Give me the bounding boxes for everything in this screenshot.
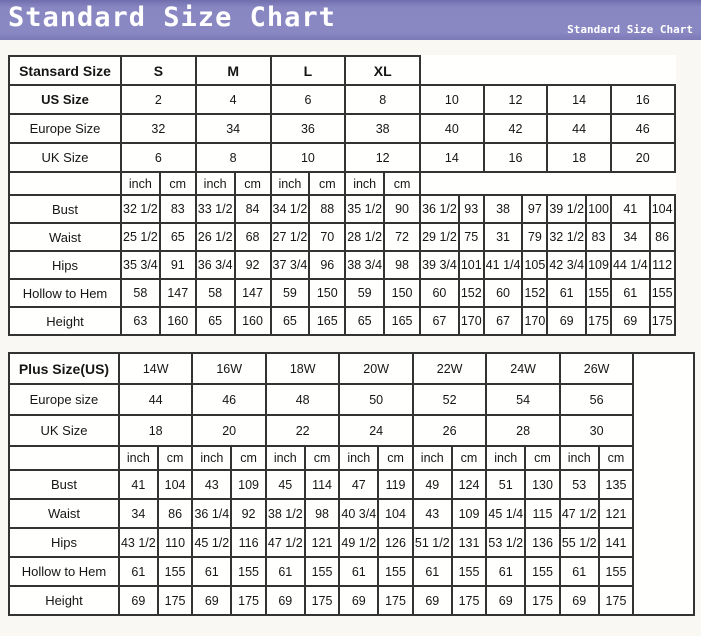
measurement-value-cell: 45 1/4 <box>486 499 525 528</box>
measurement-value-cell: 38 1/2 <box>266 499 305 528</box>
row-label: Europe size <box>9 384 119 415</box>
unit-cm-cell: cm <box>305 446 340 470</box>
size-value-cell: 12 <box>484 85 548 114</box>
measurement-value-cell: 45 <box>266 470 305 499</box>
size-value-cell: 18 <box>547 143 611 172</box>
measurement-value-cell: 90 <box>384 195 420 223</box>
row-label: Hips <box>9 528 119 557</box>
measurement-value-cell: 130 <box>525 470 560 499</box>
measurement-value-cell: 53 1/2 <box>486 528 525 557</box>
measurement-value-cell: 36 3/4 <box>196 251 235 279</box>
size-value-cell: 2 <box>121 85 196 114</box>
measurement-value-cell: 44 1/4 <box>611 251 650 279</box>
measurement-value-cell: 150 <box>384 279 420 307</box>
size-value-cell: 8 <box>196 143 271 172</box>
measurement-value-cell: 61 <box>560 557 599 586</box>
measurement-value-cell: 92 <box>231 499 266 528</box>
measurement-value-cell: 58 <box>121 279 160 307</box>
size-value-cell: 54 <box>486 384 559 415</box>
corner-label-cell: Stansard Size <box>9 56 121 85</box>
measurement-value-cell: 147 <box>160 279 196 307</box>
measurement-value-cell: 47 1/2 <box>560 499 599 528</box>
size-value-cell: 12 <box>345 143 420 172</box>
measurement-value-cell: 59 <box>345 279 384 307</box>
measurement-value-cell: 86 <box>158 499 193 528</box>
measurement-value-cell: 32 1/2 <box>547 223 586 251</box>
measurement-value-cell: 126 <box>378 528 413 557</box>
size-group-cell: 16W <box>192 353 265 384</box>
size-group-cell: S <box>121 56 196 85</box>
measurement-value-cell: 67 <box>484 307 523 335</box>
measurement-value-cell: 34 1/2 <box>271 195 310 223</box>
measurement-value-cell: 49 <box>413 470 452 499</box>
measurement-value-cell: 175 <box>378 586 413 615</box>
measurement-value-cell: 155 <box>158 557 193 586</box>
unit-cm-cell: cm <box>599 446 634 470</box>
unit-cm-cell: cm <box>309 172 345 195</box>
page-title: Standard Size Chart <box>8 2 336 33</box>
measurement-value-cell: 38 3/4 <box>345 251 384 279</box>
measurement-value-cell: 170 <box>459 307 484 335</box>
measurement-value-cell: 79 <box>522 223 547 251</box>
row-label: Waist <box>9 223 121 251</box>
unit-row-blank-cell <box>9 172 121 195</box>
measurement-value-cell: 43 <box>413 499 452 528</box>
measurement-value-cell: 61 <box>611 279 650 307</box>
measurement-value-cell: 28 1/2 <box>345 223 384 251</box>
unit-inch-cell: inch <box>266 446 305 470</box>
row-label: US Size <box>9 85 121 114</box>
measurement-value-cell: 45 1/2 <box>192 528 231 557</box>
measurement-value-cell: 160 <box>160 307 196 335</box>
measurement-value-cell: 135 <box>599 470 634 499</box>
measurement-value-cell: 110 <box>158 528 193 557</box>
size-group-cell: 14W <box>119 353 192 384</box>
size-value-cell: 10 <box>271 143 346 172</box>
size-group-cell: 18W <box>266 353 339 384</box>
measurement-value-cell: 69 <box>560 586 599 615</box>
size-value-cell: 14 <box>547 85 611 114</box>
unit-inch-cell: inch <box>271 172 310 195</box>
measurement-value-cell: 55 1/2 <box>560 528 599 557</box>
measurement-value-cell: 104 <box>158 470 193 499</box>
measurement-value-cell: 100 <box>586 195 611 223</box>
size-value-cell: 20 <box>192 415 265 446</box>
measurement-value-cell: 98 <box>305 499 340 528</box>
measurement-value-cell: 39 3/4 <box>420 251 459 279</box>
row-label: UK Size <box>9 143 121 172</box>
row-label: Hips <box>9 251 121 279</box>
measurement-value-cell: 39 1/2 <box>547 195 586 223</box>
measurement-value-cell: 141 <box>599 528 634 557</box>
size-value-cell: 36 <box>271 114 346 143</box>
measurement-value-cell: 121 <box>305 528 340 557</box>
measurement-value-cell: 155 <box>599 557 634 586</box>
unit-inch-cell: inch <box>486 446 525 470</box>
measurement-value-cell: 160 <box>235 307 271 335</box>
size-value-cell: 20 <box>611 143 675 172</box>
measurement-value-cell: 104 <box>378 499 413 528</box>
measurement-value-cell: 27 1/2 <box>271 223 310 251</box>
size-value-cell: 44 <box>119 384 192 415</box>
measurement-value-cell: 41 <box>611 195 650 223</box>
measurement-value-cell: 53 <box>560 470 599 499</box>
measurement-value-cell: 32 1/2 <box>121 195 160 223</box>
measurement-value-cell: 116 <box>231 528 266 557</box>
unit-cm-cell: cm <box>378 446 413 470</box>
measurement-value-cell: 41 <box>119 470 158 499</box>
title-bar-watermark: Standard Size Chart <box>567 23 693 36</box>
measurement-value-cell: 152 <box>459 279 484 307</box>
measurement-value-cell: 61 <box>192 557 231 586</box>
plus-size-table <box>8 352 695 616</box>
measurement-value-cell: 170 <box>522 307 547 335</box>
size-value-cell: 8 <box>345 85 420 114</box>
measurement-value-cell: 88 <box>309 195 345 223</box>
measurement-value-cell: 155 <box>231 557 266 586</box>
measurement-value-cell: 92 <box>235 251 271 279</box>
measurement-value-cell: 124 <box>452 470 487 499</box>
size-value-cell: 26 <box>413 415 486 446</box>
unit-cm-cell: cm <box>231 446 266 470</box>
unit-inch-cell: inch <box>339 446 378 470</box>
measurement-value-cell: 51 <box>486 470 525 499</box>
measurement-value-cell: 47 <box>339 470 378 499</box>
size-value-cell: 14 <box>420 143 484 172</box>
measurement-value-cell: 47 1/2 <box>266 528 305 557</box>
measurement-value-cell: 155 <box>650 279 675 307</box>
measurement-value-cell: 165 <box>309 307 345 335</box>
size-value-cell: 6 <box>271 85 346 114</box>
measurement-value-cell: 69 <box>339 586 378 615</box>
size-value-cell: 48 <box>266 384 339 415</box>
size-group-cell: M <box>196 56 271 85</box>
measurement-value-cell: 93 <box>459 195 484 223</box>
unit-row-blank-cell <box>9 446 119 470</box>
measurement-value-cell: 61 <box>266 557 305 586</box>
row-label: Waist <box>9 499 119 528</box>
measurement-value-cell: 43 <box>192 470 231 499</box>
size-group-cell: 20W <box>339 353 412 384</box>
measurement-value-cell: 119 <box>378 470 413 499</box>
size-value-cell: 28 <box>486 415 559 446</box>
measurement-value-cell: 86 <box>650 223 675 251</box>
measurement-value-cell: 61 <box>119 557 158 586</box>
unit-cm-cell: cm <box>384 172 420 195</box>
measurement-value-cell: 91 <box>160 251 196 279</box>
measurement-value-cell: 60 <box>420 279 459 307</box>
standard-size-table <box>8 55 676 336</box>
row-label: Height <box>9 307 121 335</box>
unit-inch-cell: inch <box>196 172 235 195</box>
measurement-value-cell: 115 <box>525 499 560 528</box>
measurement-value-cell: 49 1/2 <box>339 528 378 557</box>
size-value-cell: 46 <box>611 114 675 143</box>
measurement-value-cell: 65 <box>345 307 384 335</box>
size-value-cell: 16 <box>611 85 675 114</box>
measurement-value-cell: 109 <box>586 251 611 279</box>
empty-column-cell <box>633 353 694 615</box>
row-label: Hollow to Hem <box>9 279 121 307</box>
unit-inch-cell: inch <box>413 446 452 470</box>
size-value-cell: 42 <box>484 114 548 143</box>
measurement-value-cell: 51 1/2 <box>413 528 452 557</box>
size-group-cell: L <box>271 56 346 85</box>
row-label: Bust <box>9 470 119 499</box>
size-value-cell: 30 <box>560 415 633 446</box>
size-value-cell: 44 <box>547 114 611 143</box>
size-value-cell: 18 <box>119 415 192 446</box>
measurement-value-cell: 40 3/4 <box>339 499 378 528</box>
measurement-value-cell: 61 <box>547 279 586 307</box>
size-value-cell: 32 <box>121 114 196 143</box>
measurement-value-cell: 43 1/2 <box>119 528 158 557</box>
measurement-value-cell: 35 3/4 <box>121 251 160 279</box>
unit-inch-cell: inch <box>121 172 160 195</box>
measurement-value-cell: 69 <box>266 586 305 615</box>
size-value-cell: 50 <box>339 384 412 415</box>
measurement-value-cell: 175 <box>599 586 634 615</box>
measurement-value-cell: 121 <box>599 499 634 528</box>
measurement-value-cell: 69 <box>192 586 231 615</box>
size-value-cell: 22 <box>266 415 339 446</box>
measurement-value-cell: 112 <box>650 251 675 279</box>
row-label: Europe Size <box>9 114 121 143</box>
unit-inch-cell: inch <box>345 172 384 195</box>
measurement-value-cell: 84 <box>235 195 271 223</box>
measurement-value-cell: 72 <box>384 223 420 251</box>
measurement-value-cell: 97 <box>522 195 547 223</box>
measurement-value-cell: 83 <box>586 223 611 251</box>
measurement-value-cell: 36 1/4 <box>192 499 231 528</box>
measurement-value-cell: 59 <box>271 279 310 307</box>
measurement-value-cell: 42 3/4 <box>547 251 586 279</box>
measurement-value-cell: 60 <box>484 279 523 307</box>
measurement-value-cell: 152 <box>522 279 547 307</box>
size-value-cell: 34 <box>196 114 271 143</box>
measurement-value-cell: 70 <box>309 223 345 251</box>
measurement-value-cell: 65 <box>271 307 310 335</box>
measurement-value-cell: 155 <box>525 557 560 586</box>
measurement-value-cell: 36 1/2 <box>420 195 459 223</box>
unit-cm-cell: cm <box>158 446 193 470</box>
measurement-value-cell: 34 <box>611 223 650 251</box>
size-group-cell: XL <box>345 56 420 85</box>
measurement-value-cell: 155 <box>586 279 611 307</box>
measurement-value-cell: 175 <box>305 586 340 615</box>
measurement-value-cell: 61 <box>413 557 452 586</box>
title-bar <box>0 0 701 40</box>
row-label: Bust <box>9 195 121 223</box>
measurement-value-cell: 65 <box>196 307 235 335</box>
measurement-value-cell: 61 <box>486 557 525 586</box>
size-value-cell: 24 <box>339 415 412 446</box>
size-group-cell: 22W <box>413 353 486 384</box>
measurement-value-cell: 114 <box>305 470 340 499</box>
measurement-value-cell: 131 <box>452 528 487 557</box>
measurement-value-cell: 147 <box>235 279 271 307</box>
measurement-value-cell: 41 1/4 <box>484 251 523 279</box>
measurement-value-cell: 37 3/4 <box>271 251 310 279</box>
measurement-value-cell: 96 <box>309 251 345 279</box>
measurement-value-cell: 38 <box>484 195 523 223</box>
measurement-value-cell: 26 1/2 <box>196 223 235 251</box>
measurement-value-cell: 175 <box>586 307 611 335</box>
size-value-cell: 16 <box>484 143 548 172</box>
measurement-value-cell: 98 <box>384 251 420 279</box>
measurement-value-cell: 63 <box>121 307 160 335</box>
measurement-value-cell: 136 <box>525 528 560 557</box>
measurement-value-cell: 69 <box>413 586 452 615</box>
unit-cm-cell: cm <box>452 446 487 470</box>
measurement-value-cell: 83 <box>160 195 196 223</box>
measurement-value-cell: 34 <box>119 499 158 528</box>
unit-cm-cell: cm <box>235 172 271 195</box>
measurement-value-cell: 69 <box>547 307 586 335</box>
size-value-cell: 40 <box>420 114 484 143</box>
unit-inch-cell: inch <box>119 446 158 470</box>
measurement-value-cell: 109 <box>231 470 266 499</box>
measurement-value-cell: 155 <box>378 557 413 586</box>
measurement-value-cell: 69 <box>119 586 158 615</box>
size-value-cell: 38 <box>345 114 420 143</box>
measurement-value-cell: 25 1/2 <box>121 223 160 251</box>
measurement-value-cell: 175 <box>158 586 193 615</box>
size-group-cell: 24W <box>486 353 559 384</box>
size-value-cell: 10 <box>420 85 484 114</box>
unit-inch-cell: inch <box>192 446 231 470</box>
measurement-value-cell: 101 <box>459 251 484 279</box>
corner-label-cell: Plus Size(US) <box>9 353 119 384</box>
measurement-value-cell: 175 <box>650 307 675 335</box>
size-value-cell: 6 <box>121 143 196 172</box>
row-label: Hollow to Hem <box>9 557 119 586</box>
measurement-value-cell: 104 <box>650 195 675 223</box>
unit-cm-cell: cm <box>160 172 196 195</box>
size-value-cell: 52 <box>413 384 486 415</box>
measurement-value-cell: 175 <box>452 586 487 615</box>
measurement-value-cell: 61 <box>339 557 378 586</box>
measurement-value-cell: 69 <box>611 307 650 335</box>
measurement-value-cell: 67 <box>420 307 459 335</box>
measurement-value-cell: 175 <box>231 586 266 615</box>
size-value-cell: 4 <box>196 85 271 114</box>
measurement-value-cell: 33 1/2 <box>196 195 235 223</box>
standard-size-table-container <box>8 55 695 336</box>
measurement-value-cell: 65 <box>160 223 196 251</box>
unit-cm-cell: cm <box>525 446 560 470</box>
measurement-value-cell: 75 <box>459 223 484 251</box>
measurement-value-cell: 35 1/2 <box>345 195 384 223</box>
measurement-value-cell: 150 <box>309 279 345 307</box>
unit-inch-cell: inch <box>560 446 599 470</box>
measurement-value-cell: 155 <box>305 557 340 586</box>
plus-size-table-container <box>8 352 695 616</box>
measurement-value-cell: 69 <box>486 586 525 615</box>
measurement-value-cell: 105 <box>522 251 547 279</box>
measurement-value-cell: 58 <box>196 279 235 307</box>
row-label: Height <box>9 586 119 615</box>
size-group-cell: 26W <box>560 353 633 384</box>
measurement-value-cell: 31 <box>484 223 523 251</box>
measurement-value-cell: 68 <box>235 223 271 251</box>
size-value-cell: 46 <box>192 384 265 415</box>
measurement-value-cell: 175 <box>525 586 560 615</box>
tables-area <box>0 40 701 616</box>
size-value-cell: 56 <box>560 384 633 415</box>
measurement-value-cell: 29 1/2 <box>420 223 459 251</box>
measurement-value-cell: 165 <box>384 307 420 335</box>
measurement-value-cell: 155 <box>452 557 487 586</box>
measurement-value-cell: 109 <box>452 499 487 528</box>
row-label: UK Size <box>9 415 119 446</box>
